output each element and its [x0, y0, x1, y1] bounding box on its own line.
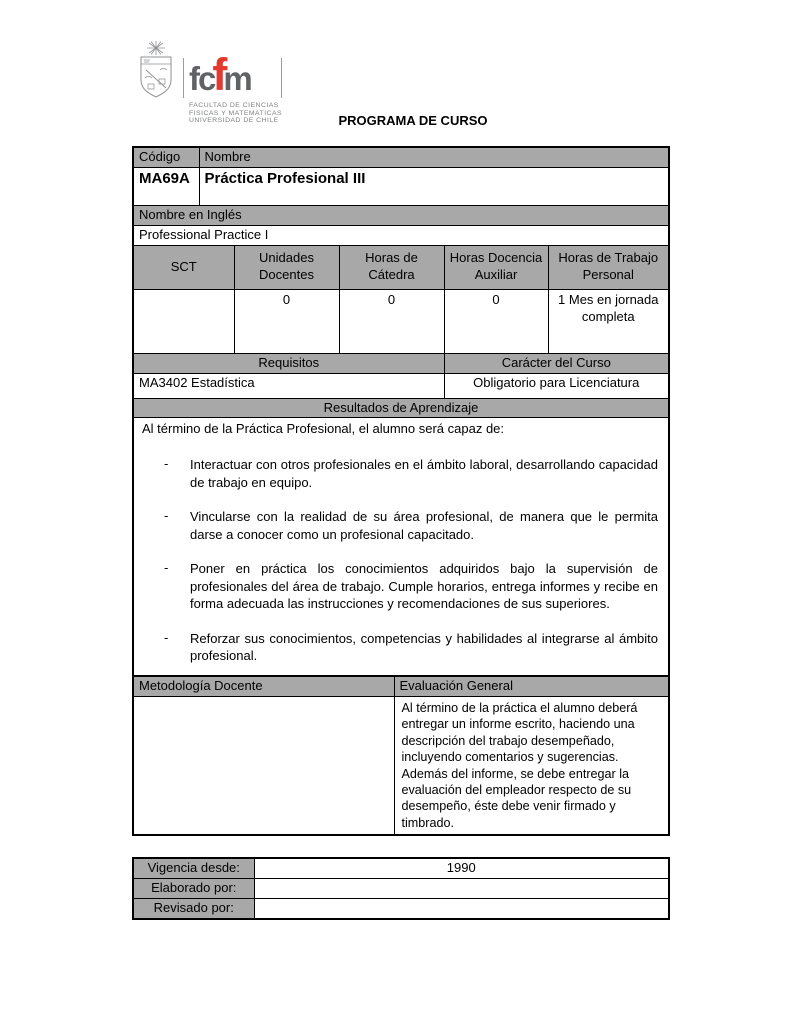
methodology-evaluation-table	[132, 675, 670, 836]
caracter-header-cell: Carácter del Curso	[444, 353, 669, 373]
horas-docencia-value-cell: 0	[444, 289, 548, 353]
requirements-header-row	[133, 353, 669, 373]
codigo-value-cell: MA69A	[133, 167, 199, 205]
nombre-header-cell: Nombre	[199, 147, 669, 167]
horas-docencia-header-cell: Horas Docencia Auxiliar	[444, 245, 548, 289]
code-name-header-row	[133, 147, 669, 167]
english-name-header-row	[133, 205, 669, 225]
faculty-line-1: FACULTAD DE CIENCIAS	[189, 102, 279, 109]
hours-value-row	[133, 289, 669, 353]
list-item	[164, 560, 660, 613]
methodology-body-row	[133, 696, 669, 835]
requirements-value-row	[133, 373, 669, 398]
wordmark-letter-m: m	[223, 60, 251, 97]
table-row	[133, 898, 669, 918]
hours-header-row	[133, 245, 669, 289]
unidades-docentes-value-cell: 0	[234, 289, 339, 353]
nombre-ingles-value-cell: Professional Practice I	[133, 225, 669, 245]
horas-trabajo-value-cell: 1 Mes en jornada completa	[548, 289, 669, 353]
learning-results-header-row	[133, 398, 669, 418]
resultados-body-cell	[133, 418, 669, 686]
requisitos-header-cell: Requisitos	[133, 353, 444, 373]
english-name-value-row	[133, 225, 669, 245]
elaborado-value-cell	[254, 878, 669, 898]
list-item	[164, 508, 660, 543]
resultados-intro-text: Al término de la Práctica Profesional, el alumno será capaz de:	[142, 421, 505, 437]
sct-value-cell	[133, 289, 234, 353]
learning-results-body-row	[133, 418, 669, 686]
codigo-header-cell: Código	[133, 147, 199, 167]
wordmark-letters-fc: fc	[189, 60, 215, 97]
bullet-text: Vincularse con la realidad de su área profesional, de manera que le permita darse a conocer como un profesional capacitado.	[190, 509, 659, 542]
unidades-docentes-header-cell: Unidades Docentes	[234, 245, 339, 289]
nombre-value-cell: Práctica Profesional III	[199, 167, 669, 205]
revisado-label-cell: Revisado por:	[133, 898, 254, 918]
course-info-table	[132, 146, 670, 687]
bullet-text: Reforzar sus conocimientos, competencias y habilidades al integrarse al ámbito profesional.	[190, 630, 659, 664]
resultados-header-cell: Resultados de Aprendizaje	[133, 398, 669, 418]
evaluacion-header-cell: Evaluación General	[394, 676, 669, 696]
bullet-dash: -	[164, 629, 169, 645]
fcfm-wordmark	[183, 49, 282, 100]
metodologia-body-cell	[133, 696, 394, 835]
faculty-line-3: UNIVERSIDAD DE CHILE	[189, 117, 279, 125]
methodology-header-row	[133, 676, 669, 696]
list-item	[164, 456, 660, 491]
revisado-value-cell	[254, 898, 669, 918]
vigencia-value-cell: 1990	[254, 858, 669, 878]
bullet-text: Interactuar con otros profesionales en el ámbito laboral, desarrollando capacidad de trabajo en equipo.	[190, 457, 659, 490]
validity-table	[132, 857, 670, 920]
bullet-text: Poner en práctica los conocimientos adquiridos bajo la supervisión de profesionales del área de trabajo. Cumple horarios, entrega informes y recibe en forma adecuada las instrucciones y recomendaciones de sus superiores.	[190, 561, 659, 612]
code-name-value-row	[133, 167, 669, 205]
bullet-dash: -	[164, 508, 169, 524]
sct-header-cell: SCT	[133, 245, 234, 289]
list-item	[164, 630, 660, 665]
evaluacion-body-cell: Al término de la práctica el alumno deberá entregar un informe escrito, haciendo una descripción del trabajo desempeñado, incluyendo comentarios y sugerencias. Además del informe, se debe entregar la evaluación del empleador respecto de su desempeño, éste debe venir firmado y timbrado.	[394, 696, 669, 835]
university-shield-icon	[136, 40, 176, 100]
table-row	[133, 878, 669, 898]
bullet-dash: -	[164, 456, 169, 472]
table-row	[133, 858, 669, 878]
vigencia-label-cell: Vigencia desde:	[133, 858, 254, 878]
caracter-value-cell: Obligatorio para Licenciatura	[444, 373, 669, 398]
requisitos-value-cell: MA3402 Estadística	[133, 373, 444, 398]
metodologia-header-cell: Metodología Docente	[133, 676, 394, 696]
horas-catedra-value-cell: 0	[339, 289, 444, 353]
horas-trabajo-header-cell: Horas de Trabajo Personal	[548, 245, 669, 289]
elaborado-label-cell: Elaborado por:	[133, 878, 254, 898]
page-title: PROGRAMA DE CURSO	[338, 113, 488, 128]
nombre-ingles-header-cell: Nombre en Inglés	[133, 205, 669, 225]
bullet-dash: -	[164, 560, 169, 576]
faculty-line-2: FISICAS Y MATEMATICAS	[189, 109, 283, 117]
wordmark-letter-f-red: f	[212, 49, 226, 100]
horas-catedra-header-cell: Horas de Cátedra	[339, 245, 444, 289]
